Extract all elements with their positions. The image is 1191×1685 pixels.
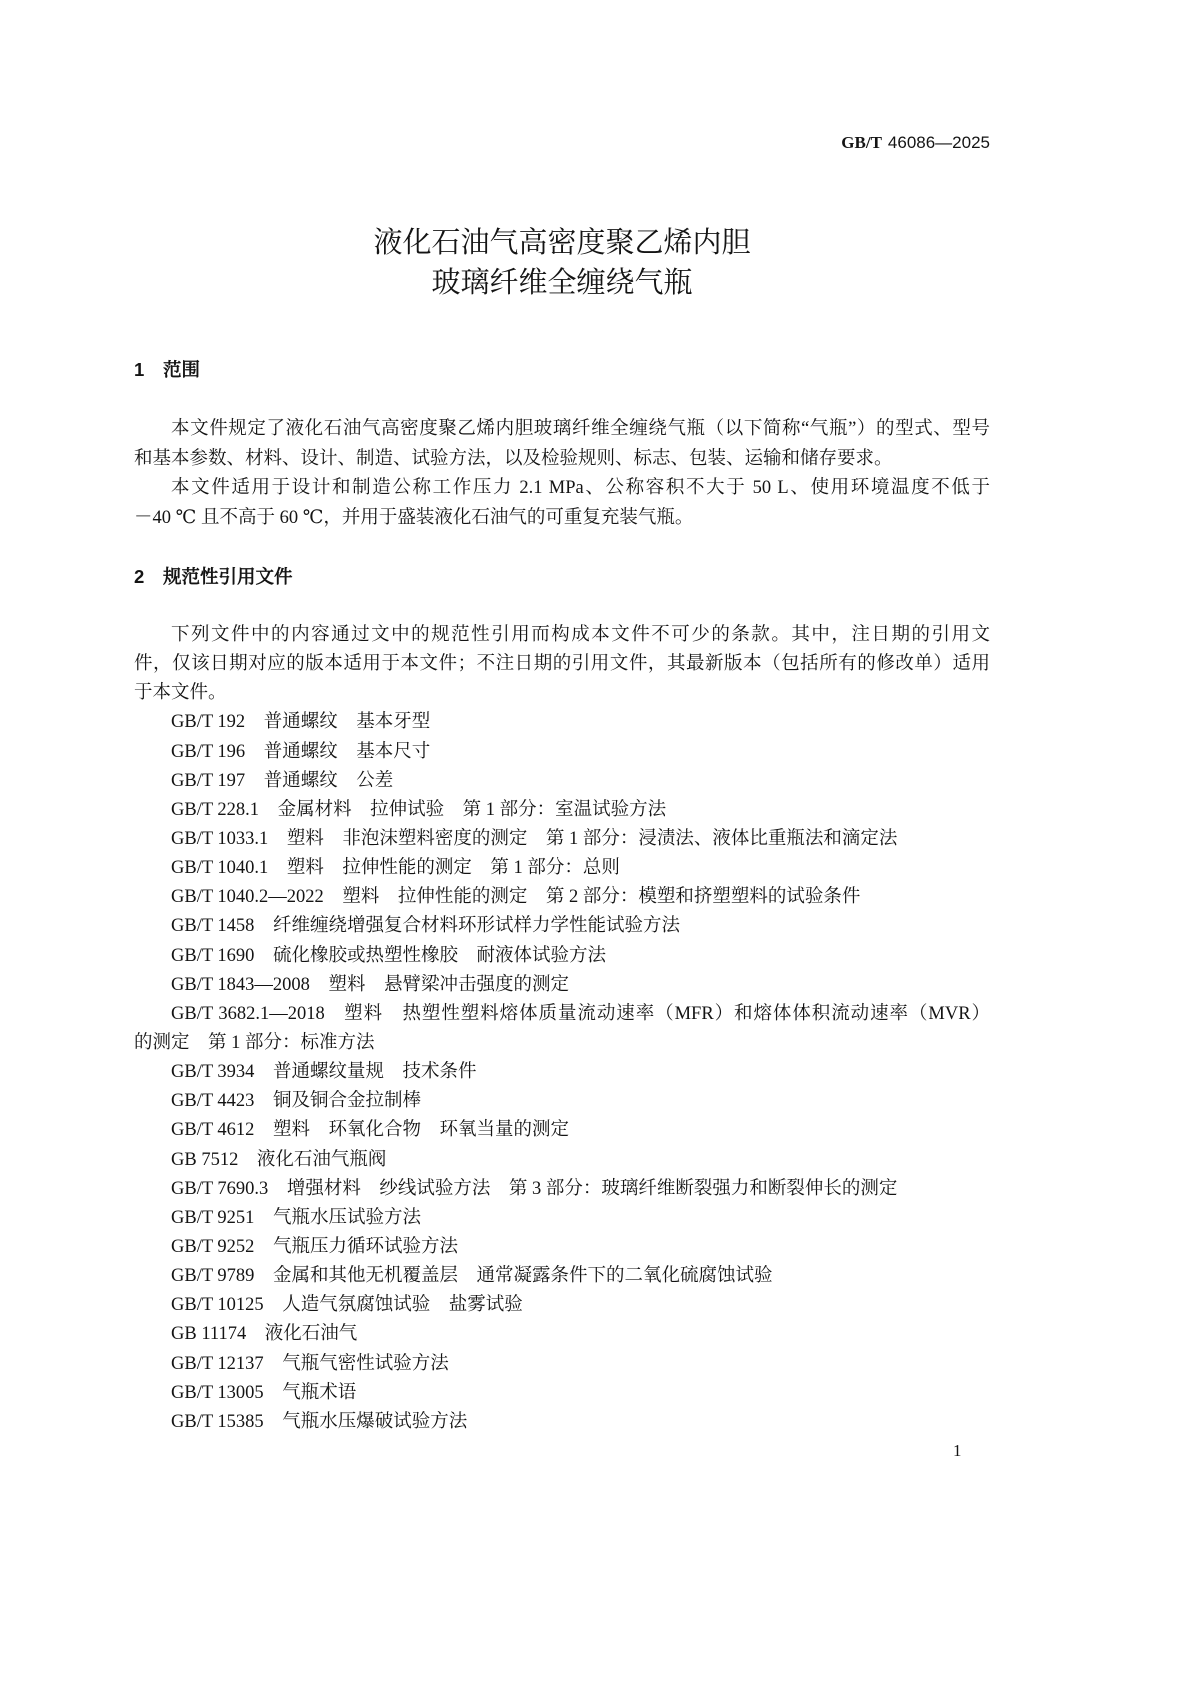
reference-code: GB/T 4612 — [171, 1120, 255, 1141]
reference-title: 普通螺纹 公差 — [263, 770, 394, 791]
reference-title: 铜及铜合金拉制棒 — [272, 1091, 421, 1112]
reference-item — [134, 883, 990, 912]
reference-title: 液化石油气 — [264, 1324, 358, 1345]
reference-item — [134, 1204, 990, 1233]
reference-code: GB/T 192 — [171, 712, 246, 733]
standard-code-header — [841, 132, 990, 154]
reference-title: 金属和其他无机覆盖层 通常凝露条件下的二氧化硫腐蚀试验 — [272, 1266, 773, 1287]
reference-code: GB/T 7690.3 — [171, 1178, 269, 1199]
reference-title: 硫化橡胶或热塑性橡胶 耐液体试验方法 — [272, 945, 606, 966]
reference-title: 金属材料 拉伸试验 第 1 部分：室温试验方法 — [277, 799, 667, 820]
standard-code-prefix: GB/T — [841, 133, 882, 152]
reference-item — [134, 1408, 990, 1437]
reference-item — [134, 1233, 990, 1262]
reference-item — [134, 1175, 990, 1204]
reference-code: GB/T 228.1 — [171, 799, 260, 820]
reference-item — [134, 796, 990, 825]
reference-title: 液化石油气瓶阀 — [256, 1149, 387, 1170]
section-number: 2 — [134, 566, 145, 587]
title-line-1: 液化石油气高密度聚乙烯内胆 — [373, 227, 751, 259]
reference-code: GB/T 9252 — [171, 1236, 255, 1257]
reference-item — [134, 1146, 990, 1175]
paragraph-line: 本文件适用于设计和制造公称工作压力 2.1 MPa、公称容积不大于 50 L、使用环境温度不低于 — [171, 478, 990, 498]
reference-title: 塑料 非泡沫塑料密度的测定 第 1 部分：浸渍法、液体比重瓶法和滴定法 — [286, 828, 898, 849]
reference-code: GB 7512 — [171, 1149, 239, 1170]
reference-code: GB/T 12137 — [171, 1353, 264, 1374]
reference-item — [134, 1116, 990, 1145]
paragraph-line: 件，仅该日期对应的版本适用于本文件；不注日期的引用文件，其最新版本（包括所有的修改单）适用 — [134, 654, 990, 675]
reference-title: 塑料 悬臂梁冲击强度的测定 — [328, 974, 569, 995]
paragraph-line: －40 ℃ 且不高于 60 ℃，并用于盛装液化石油气的可重复充装气瓶。 — [134, 507, 694, 528]
reference-title: 增强材料 纱线试验方法 第 3 部分：玻璃纤维断裂强力和断裂伸长的测定 — [286, 1178, 898, 1199]
reference-code: GB/T 1033.1 — [171, 828, 269, 849]
reference-code: GB/T 197 — [171, 770, 246, 791]
reference-code: GB/T 3934 — [171, 1062, 255, 1083]
section-title: 规范性引用文件 — [163, 566, 293, 587]
reference-item — [134, 708, 990, 737]
title-line-2: 玻璃纤维全缠绕气瓶 — [431, 267, 693, 299]
reference-code: GB/T 9789 — [171, 1266, 255, 1287]
reference-title: 气瓶术语 — [282, 1382, 357, 1403]
section-heading-scope — [134, 358, 990, 382]
reference-item — [134, 942, 990, 971]
reference-title: 塑料 环氧化合物 环氧当量的测定 — [272, 1120, 569, 1141]
reference-code: GB 11174 — [171, 1324, 247, 1345]
page-number: 1 — [953, 1441, 962, 1460]
reference-code: GB/T 9251 — [171, 1207, 255, 1228]
paragraph-line: 本文件规定了液化石油气高密度聚乙烯内胆玻璃纤维全缠绕气瓶（以下简称“气瓶”）的型式、型号 — [171, 419, 990, 439]
reference-code: GB/T 4423 — [171, 1091, 255, 1112]
reference-title: 气瓶气密性试验方法 — [282, 1353, 449, 1374]
reference-title-continuation: 的测定 第 1 部分：标准方法 — [134, 1032, 375, 1053]
reference-code: GB/T 1040.2—2022 — [171, 887, 324, 908]
reference-item — [134, 1058, 990, 1087]
reference-title: 人造气氛腐蚀试验 盐雾试验 — [282, 1295, 523, 1316]
reference-code: GB/T 15385 — [171, 1411, 264, 1432]
reference-code: GB/T 13005 — [171, 1382, 264, 1403]
reference-title: 普通螺纹 基本牙型 — [263, 712, 431, 733]
reference-title: 气瓶压力循环试验方法 — [272, 1236, 458, 1257]
reference-item — [134, 854, 990, 883]
paragraph-line: 和基本参数、材料、设计、制造、试验方法，以及检验规则、标志、包装、运输和储存要求。 — [134, 448, 893, 469]
reference-item — [134, 825, 990, 854]
reference-title: 纤维缠绕增强复合材料环形试样力学性能试验方法 — [272, 916, 680, 937]
reference-item — [134, 971, 990, 1000]
reference-code: GB/T 196 — [171, 741, 246, 762]
reference-title: 气瓶水压爆破试验方法 — [282, 1411, 468, 1432]
reference-code: GB/T 1843—2008 — [171, 974, 310, 995]
reference-title: 普通螺纹 基本尺寸 — [263, 741, 431, 762]
reference-item — [134, 767, 990, 796]
reference-item — [134, 912, 990, 941]
reference-code: GB/T 3682.1—2018 — [171, 1003, 325, 1024]
reference-item — [134, 1262, 990, 1291]
scope-text — [134, 415, 990, 533]
section-heading-normative-references — [134, 565, 990, 589]
reference-item — [134, 1087, 990, 1116]
reference-item — [134, 1320, 990, 1349]
reference-title: 塑料 热塑性塑料熔体质量流动速率（MFR）和熔体体积流动速率（MVR） — [343, 1003, 990, 1024]
paragraph-line: 于本文件。 — [134, 683, 227, 704]
reference-code: GB/T 1040.1 — [171, 858, 269, 879]
reference-title: 塑料 拉伸性能的测定 第 1 部分：总则 — [286, 858, 620, 879]
reference-code: GB/T 1690 — [171, 945, 255, 966]
reference-code: GB/T 1458 — [171, 916, 255, 937]
reference-item — [134, 738, 990, 767]
reference-item — [134, 1379, 990, 1408]
document-title — [134, 223, 990, 303]
section-title: 范围 — [163, 359, 201, 380]
paragraph-line: 下列文件中的内容通过文中的规范性引用而构成本文件不可少的条款。其中，注日期的引用文 — [171, 625, 990, 645]
section-number: 1 — [134, 359, 145, 380]
reference-title: 气瓶水压试验方法 — [272, 1207, 421, 1228]
standard-code-number: 46086—2025 — [887, 133, 990, 152]
reference-item — [134, 1291, 990, 1320]
reference-title: 普通螺纹量规 技术条件 — [272, 1062, 477, 1083]
normative-references-text — [134, 621, 990, 1437]
reference-item — [134, 1350, 990, 1379]
reference-item — [134, 1000, 990, 1029]
reference-code: GB/T 10125 — [171, 1295, 264, 1316]
reference-title: 塑料 拉伸性能的测定 第 2 部分：模塑和挤塑塑料的试验条件 — [342, 887, 861, 908]
